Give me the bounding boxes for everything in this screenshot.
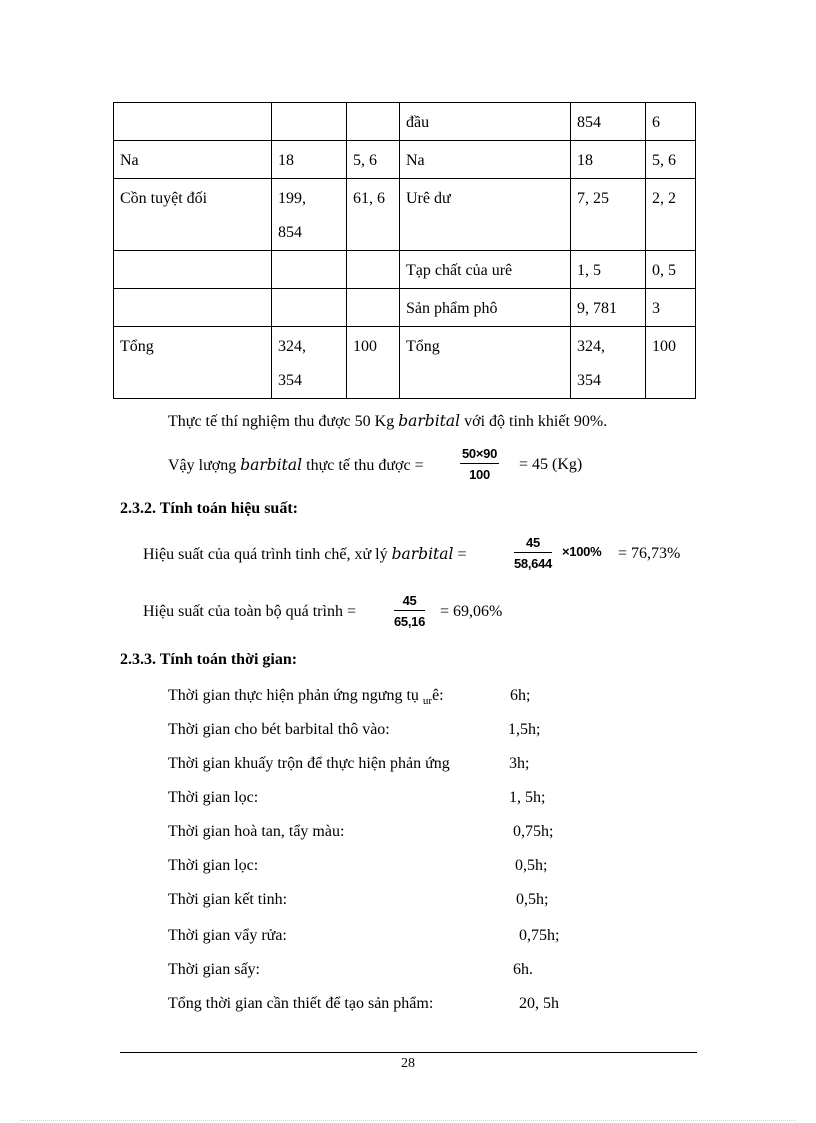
fraction-numerator: 45 [514,535,552,553]
fraction-numerator: 50×90 [460,446,499,464]
text-span: Vậy lượng [168,457,241,474]
table-cell: 18 [272,141,347,179]
page-edge-divider [20,1120,796,1121]
table-cell: 9, 781 [571,289,646,327]
actual-yield-formula [168,454,424,477]
efficiency-total-formula: Hiệu suất của toàn bộ quá trình = [143,603,356,620]
table-cell: Na [114,141,272,179]
italic-term: barbital [398,412,461,430]
time-value: 20, 5h [519,995,559,1012]
italic-term: barbital [391,545,454,563]
fraction [394,593,425,629]
time-value: 1,5h; [508,721,541,738]
table-row [114,103,696,141]
time-value: 0,5h; [515,857,548,874]
yield-statement [168,410,607,433]
fraction [460,446,499,482]
time-label: Thời gian vẩy rửa: [168,927,287,944]
table-cell: 324, 354 [272,327,347,399]
time-value: 0,75h; [513,823,554,840]
table-row [114,179,696,251]
list-item [168,855,548,877]
table-row [114,327,696,399]
table-cell: 324, 354 [571,327,646,399]
italic-term: barbital [240,456,303,474]
table-cell: 3 [646,289,696,327]
formula-result: = 76,73% [618,545,681,562]
formula-result: = 69,06% [440,603,503,620]
page-number: 28 [401,1056,415,1071]
list-item [168,685,531,712]
time-label-tail: ê: [432,687,444,704]
efficiency-refining-formula [143,543,467,566]
footer-divider [120,1052,697,1053]
table-cell [347,251,400,289]
text-span: Thực tế thí nghiệm thu được 50 Kg [168,413,399,430]
list-item [168,787,546,809]
table-cell: Tổng [114,327,272,399]
time-label: Thời gian thực hiện phản ứng ngưng tụ [168,687,423,704]
table-cell: Cồn tuyệt đối [114,179,272,251]
table-cell: 100 [646,327,696,399]
section-heading: 2.3.3. Tính toán thời gian: [120,651,298,668]
subscript: ur [422,695,433,708]
table-cell: 2, 2 [646,179,696,251]
time-value: 0,75h; [519,927,560,944]
fraction-denominator: 100 [469,467,490,482]
table-cell [272,251,347,289]
table-cell: 199, 854 [272,179,347,251]
table-cell: Tạp chất của urê [400,251,571,289]
time-value: 6h. [513,961,533,978]
fraction-numerator: 45 [394,593,425,611]
table-cell: 61, 6 [347,179,400,251]
list-item [168,925,560,947]
time-label: Thời gian sấy: [168,961,260,978]
time-label: Thời gian lọc: [168,789,259,806]
fraction [514,535,552,571]
table-cell [347,103,400,141]
text-span: = [453,546,467,563]
table-cell: 0, 5 [646,251,696,289]
list-item [168,821,554,843]
table-cell [272,289,347,327]
time-label: Thời gian lọc: [168,857,259,874]
time-label: Thời gian hoà tan, tẩy màu: [168,823,345,840]
table-cell: 1, 5 [571,251,646,289]
table-row [114,289,696,327]
table-cell: 100 [347,327,400,399]
table-cell [114,103,272,141]
time-value: 0,5h; [516,891,549,908]
table-cell: đầu [400,103,571,141]
list-item [168,889,549,911]
table-row [114,141,696,179]
table-cell [114,251,272,289]
text-span: Hiệu suất của quá trình tinh chế, xử lý [143,546,392,563]
time-value: 3h; [509,755,530,772]
list-item [168,753,530,775]
multiplier-text: ×100% [562,544,602,559]
time-value: 1, 5h; [509,789,546,806]
multiplier [562,544,601,559]
table-cell [347,289,400,327]
table-cell: Na [400,141,571,179]
formula-result: = 45 (Kg) [519,456,583,473]
list-item [168,959,533,981]
table-cell: 5, 6 [347,141,400,179]
time-label: Tổng thời gian cần thiết để tạo sản phẩm: [168,995,434,1012]
table-cell: 854 [571,103,646,141]
time-value: 6h; [510,687,531,704]
time-label: Thời gian cho bét barbital thô vào: [168,721,390,738]
text-span: với độ tinh khiết 90%. [460,413,608,430]
table-cell [272,103,347,141]
table-cell: 18 [571,141,646,179]
section-heading: 2.3.2. Tính toán hiệu suất: [120,500,298,517]
table-cell: 5, 6 [646,141,696,179]
table-cell: Sản phẩm phô [400,289,571,327]
table-cell: 7, 25 [571,179,646,251]
table-cell [114,289,272,327]
fraction-denominator: 58,644 [514,556,552,571]
list-item [168,719,541,741]
table-cell: Tổng [400,327,571,399]
table-row [114,251,696,289]
text-span: thực tế thu được = [302,457,424,474]
mass-balance-table [113,102,696,399]
time-label: Thời gian khuấy trộn để thực hiện phản ứng [168,755,450,772]
fraction-denominator: 65,16 [394,614,426,629]
list-item [168,993,559,1015]
table-cell: 6 [646,103,696,141]
time-label: Thời gian kết tinh: [168,891,288,908]
table-cell: Urê dư [400,179,571,251]
